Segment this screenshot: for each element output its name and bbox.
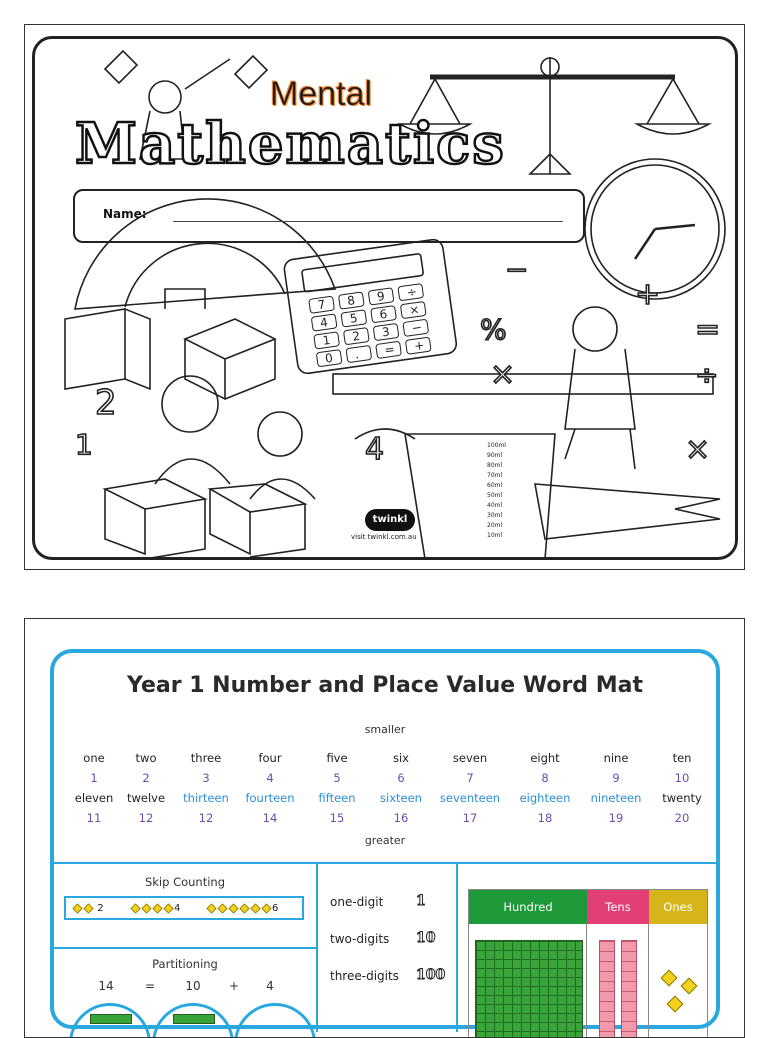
number-word: six: [393, 751, 409, 765]
jug-mark-label: 100ml: [487, 442, 506, 449]
number-word: seven: [452, 751, 488, 765]
number-numeral: 6: [397, 771, 405, 785]
jug-mark-label: 70ml: [487, 472, 503, 479]
number-word: one: [83, 751, 105, 765]
name-write-line: [173, 221, 563, 222]
two-digits-label: two-digits: [330, 932, 390, 946]
three-digits-label: three-digits: [330, 969, 399, 983]
number-word: eight: [530, 751, 560, 765]
number-numeral: 10: [674, 771, 690, 785]
partitioning-title: Partitioning: [152, 957, 218, 971]
numbers-row-1: [54, 771, 716, 789]
mat-title: Year 1 Number and Place Value Word Mat: [127, 673, 643, 698]
jug-mark-label: 90ml: [487, 452, 503, 459]
number-word: eleven: [74, 791, 114, 805]
calculator-key-label: 5: [348, 310, 359, 326]
svg-text:%: %: [480, 313, 507, 346]
place-value-table: [468, 889, 708, 1038]
number-numeral: 9: [612, 771, 620, 785]
hundred-block-icon: [475, 940, 583, 1038]
partition-total: 14: [98, 979, 114, 993]
one-cube-icon: [667, 996, 684, 1013]
calculator-key-label: 2: [351, 328, 361, 344]
svg-text:=: =: [695, 312, 721, 347]
number-numeral: 7: [466, 771, 474, 785]
calculator-key-label: =: [383, 342, 396, 358]
calculator-key-label: −: [410, 320, 423, 336]
svg-text:4: 4: [365, 432, 385, 467]
numbers-row-2: [54, 811, 716, 829]
partition-ones: 4: [266, 979, 274, 993]
number-words-row-1: [54, 751, 716, 769]
partition-circle-1: [69, 1003, 151, 1038]
jug-mark-label: 10ml: [487, 532, 503, 539]
twinkl-url: visit twinkl.com.au: [351, 533, 417, 541]
one-cube-icon: [681, 978, 698, 995]
number-numeral: 8: [541, 771, 549, 785]
word-mat-frame: [50, 649, 720, 1029]
calculator-key-label: 7: [316, 297, 327, 313]
jug-mark-label: 30ml: [487, 512, 503, 519]
cover-frame: [32, 36, 738, 560]
number-word: ten: [672, 751, 692, 765]
number-word: nineteen: [590, 791, 642, 805]
partition-tens: 10: [185, 979, 201, 993]
partition-circle-2: [152, 1003, 234, 1038]
number-word: twelve: [126, 791, 166, 805]
twinkl-logo: twinkl: [365, 509, 415, 531]
partition-circle-3: [234, 1003, 316, 1038]
word-mat-page: [24, 618, 745, 1038]
number-numeral: 14: [262, 811, 278, 825]
calculator-key-label: 0: [324, 350, 334, 366]
number-word: two: [135, 751, 157, 765]
skip-count-4: 4: [174, 903, 181, 914]
tens-header: Tens: [587, 890, 649, 924]
number-numeral: 11: [86, 811, 102, 825]
left-section-divider: [50, 947, 316, 949]
skip-count-2: 2: [97, 903, 104, 914]
number-numeral: 16: [393, 811, 409, 825]
calculator-key-label: +: [413, 337, 426, 354]
skip-count-6: 6: [272, 903, 279, 914]
number-word: sixteen: [380, 791, 422, 805]
number-numeral: 4: [266, 771, 274, 785]
calculator-key-label: 3: [381, 324, 391, 340]
number-word: seventeen: [439, 791, 501, 805]
number-word: four: [258, 751, 282, 765]
number-numeral: 5: [333, 771, 341, 785]
jug-mark-label: 60ml: [487, 482, 503, 489]
number-numeral: 19: [608, 811, 624, 825]
number-word: fourteen: [245, 791, 295, 805]
jug-mark-label: 80ml: [487, 462, 503, 469]
cover-title-main: Mathematics: [75, 111, 506, 177]
svg-text:1: 1: [75, 428, 93, 461]
calculator-key-label: ×: [408, 302, 421, 318]
calculator-key-label: 4: [319, 315, 329, 331]
jug-mark-label: 20ml: [487, 522, 503, 529]
smaller-label: smaller: [364, 723, 406, 736]
two-digits-value: 10: [416, 930, 436, 946]
ones-header: Ones: [649, 890, 707, 924]
calculator-key-label: 8: [346, 293, 356, 309]
number-word: five: [326, 751, 348, 765]
one-cube-icon: [661, 970, 678, 987]
number-word: eighteen: [519, 791, 571, 805]
number-word: thirteen: [183, 791, 229, 805]
calculator-key-label: 1: [321, 332, 332, 348]
greater-label: greater: [364, 834, 406, 847]
number-word: nine: [603, 751, 629, 765]
number-numeral: 12: [138, 811, 154, 825]
svg-text:+: +: [635, 277, 661, 312]
hundred-header: Hundred: [469, 890, 587, 924]
number-numeral: 12: [198, 811, 214, 825]
partition-equals: =: [144, 979, 156, 993]
calculator-key-label: 6: [378, 306, 389, 322]
calculator-key-label: 9: [376, 288, 386, 304]
jug-mark-label: 50ml: [487, 492, 503, 499]
number-numeral: 20: [674, 811, 690, 825]
number-word: three: [190, 751, 222, 765]
jug-mark-label: 40ml: [487, 502, 503, 509]
number-word: twenty: [662, 791, 702, 805]
svg-text:÷: ÷: [695, 358, 719, 391]
cover-page: [24, 24, 745, 570]
svg-text:−: −: [505, 253, 529, 286]
ten-rod-icon: [621, 940, 637, 1038]
three-digits-value: 100: [416, 967, 446, 983]
svg-text:×: ×: [490, 357, 516, 392]
number-numeral: 2: [142, 771, 150, 785]
skip-counting-box: [64, 896, 304, 920]
number-numeral: 1: [90, 771, 98, 785]
number-numeral: 18: [537, 811, 553, 825]
name-label: Name:: [103, 207, 147, 221]
number-numeral: 15: [329, 811, 345, 825]
ten-rod-icon: [599, 940, 615, 1038]
number-numeral: 3: [202, 771, 210, 785]
calculator-key-label: .: [353, 347, 360, 362]
svg-text:2: 2: [95, 383, 117, 423]
number-word: fifteen: [318, 791, 356, 805]
name-field-box: [73, 189, 585, 243]
one-digit-value: 1: [416, 893, 426, 909]
section-divider: [50, 862, 720, 864]
column-divider-1: [316, 862, 318, 1032]
cover-title-small: Mental: [270, 75, 373, 113]
one-digit-label: one-digit: [330, 895, 384, 909]
skip-counting-title: Skip Counting: [144, 875, 226, 889]
number-numeral: 17: [462, 811, 478, 825]
calculator-key-label: ÷: [405, 284, 418, 300]
svg-text:×: ×: [685, 432, 711, 467]
column-divider-2: [456, 862, 458, 1032]
number-words-row-2: [54, 791, 716, 809]
partition-plus: +: [228, 979, 240, 993]
